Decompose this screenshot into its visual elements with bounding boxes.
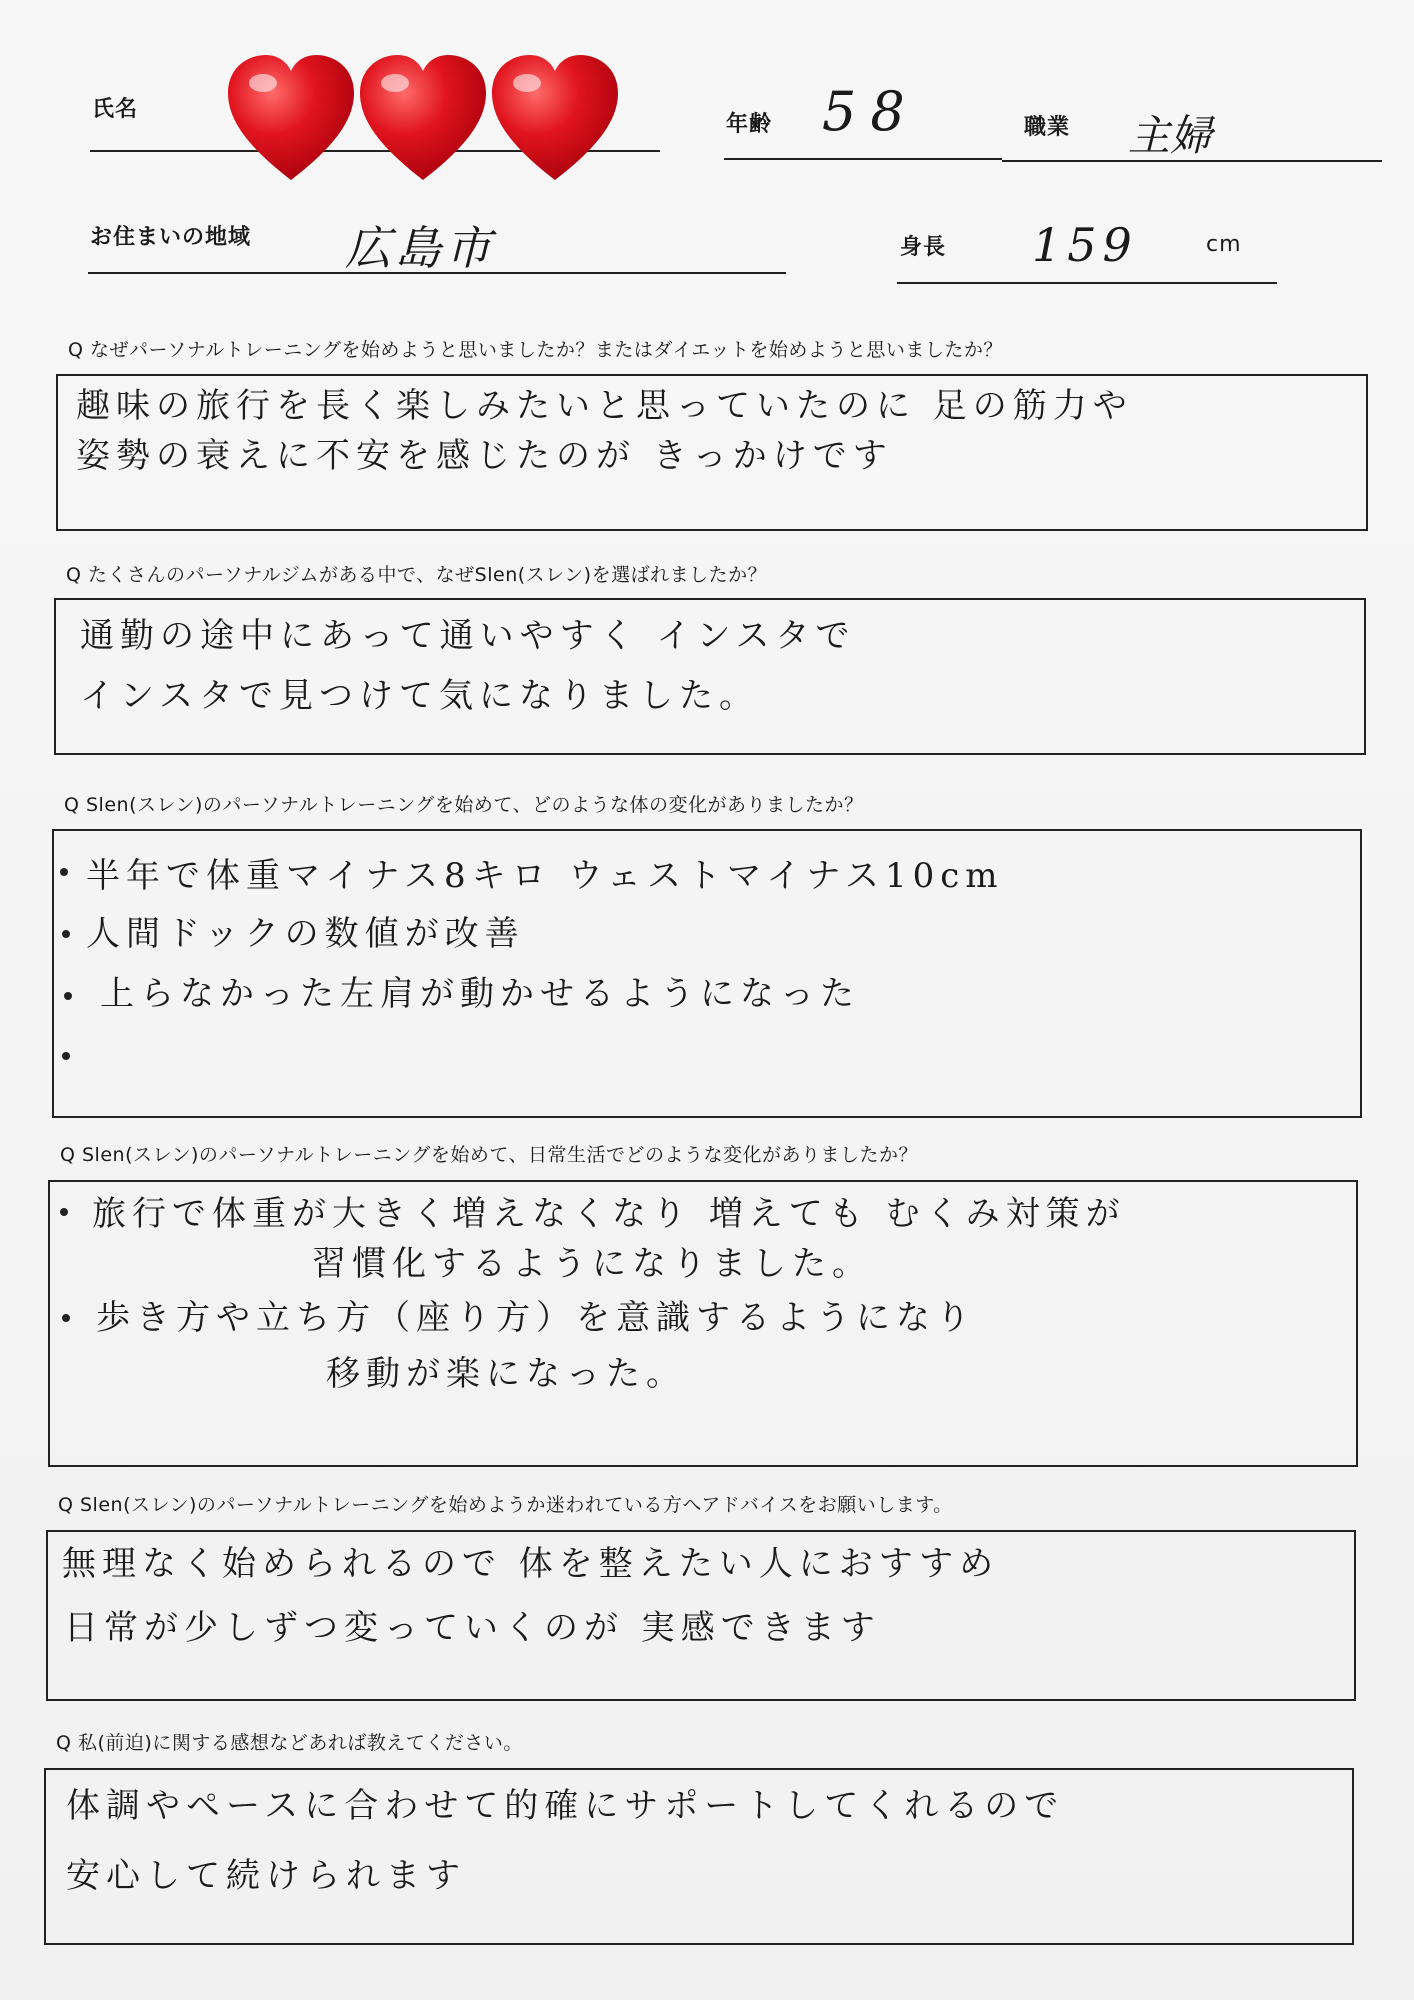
question-3: Q Slen(スレン)のパーソナルトレーニングを始めて、どのような体の変化がありましたか？ <box>64 794 864 816</box>
bullet-marker <box>62 930 70 938</box>
redaction-hearts <box>228 55 628 185</box>
job-label: 職業 <box>1024 115 1071 140</box>
age-underline <box>724 158 1002 160</box>
question-4: Q Slen(スレン)のパーソナルトレーニングを始めて、日常生活でどのような変化がありましたか？ <box>60 1144 918 1166</box>
height-underline <box>897 282 1277 284</box>
job-value: 主婦 <box>1128 111 1213 160</box>
answer-5-line-2: 日常が少しずつ変っていくのが 実感できます <box>64 1608 881 1648</box>
answer-4-line-2: 習慣化するようになりました。 <box>312 1244 872 1284</box>
answer-4-line-3: 歩き方や立ち方（座り方）を意識するようになり <box>96 1298 976 1338</box>
area-label: お住まいの地域 <box>90 225 252 250</box>
answer-2-line-1: 通勤の途中にあって通いやすく インスタで <box>80 616 856 656</box>
answer-2-line-2: インスタで見つけて気になりました。 <box>80 676 759 716</box>
question-1: Q なぜパーソナルトレーニングを始めようと思いましたか？またはダイエットを始めようと思いましたか？ <box>68 339 1003 361</box>
height-unit: cm <box>1206 232 1242 257</box>
answer-5-line-1: 無理なく始められるので 体を整えたい人におすすめ <box>62 1544 1000 1584</box>
question-5: Q Slen(スレン)のパーソナルトレーニングを始めようか迷われている方へアドバイスをお願いします。 <box>58 1494 953 1516</box>
question-6: Q 私(前迫)に関する感想などあれば教えてください。 <box>56 1732 523 1754</box>
heart-icon <box>360 55 486 180</box>
answer-3-line-3: 上らなかった左肩が動かせるようになった <box>100 974 860 1014</box>
answer-3-line-1: 半年で体重マイナス8キロ ウェストマイナス10cm <box>86 856 1004 896</box>
bullet-marker <box>62 1052 70 1060</box>
name-label: 氏名 <box>92 97 139 122</box>
area-value: 広島市 <box>345 221 495 275</box>
height-value: 159 <box>1032 218 1138 272</box>
height-label: 身長 <box>900 235 947 260</box>
answer-6-line-2: 安心して続けられます <box>66 1856 466 1896</box>
answer-1-line-1: 趣味の旅行を長く楽しみたいと思っていたのに 足の筋力や <box>76 386 1133 426</box>
job-underline <box>1002 160 1382 162</box>
age-label: 年齢 <box>726 112 773 137</box>
answer-4-line-1: 旅行で体重が大きく増えなくなり 増えても むくみ対策が <box>92 1194 1126 1234</box>
question-2: Q たくさんのパーソナルジムがある中で、なぜSlen(スレン)を選ばれましたか？ <box>66 564 768 586</box>
answer-1-line-2: 姿勢の衰えに不安を感じたのが きっかけです <box>76 436 893 476</box>
area-underline <box>88 272 786 274</box>
bullet-marker <box>60 868 68 876</box>
bullet-marker <box>60 1208 68 1216</box>
answer-3-line-2: 人間ドックの数値が改善 <box>86 914 525 954</box>
heart-icon <box>492 55 618 180</box>
bullet-marker <box>62 1314 70 1322</box>
bullet-marker <box>64 992 72 1000</box>
age-value: 58 <box>822 80 919 143</box>
answer-6-line-1: 体調やペースに合わせて的確にサポートしてくれるので <box>66 1786 1065 1826</box>
heart-icon <box>228 55 354 180</box>
answer-4-line-4: 移動が楽になった。 <box>326 1354 686 1394</box>
